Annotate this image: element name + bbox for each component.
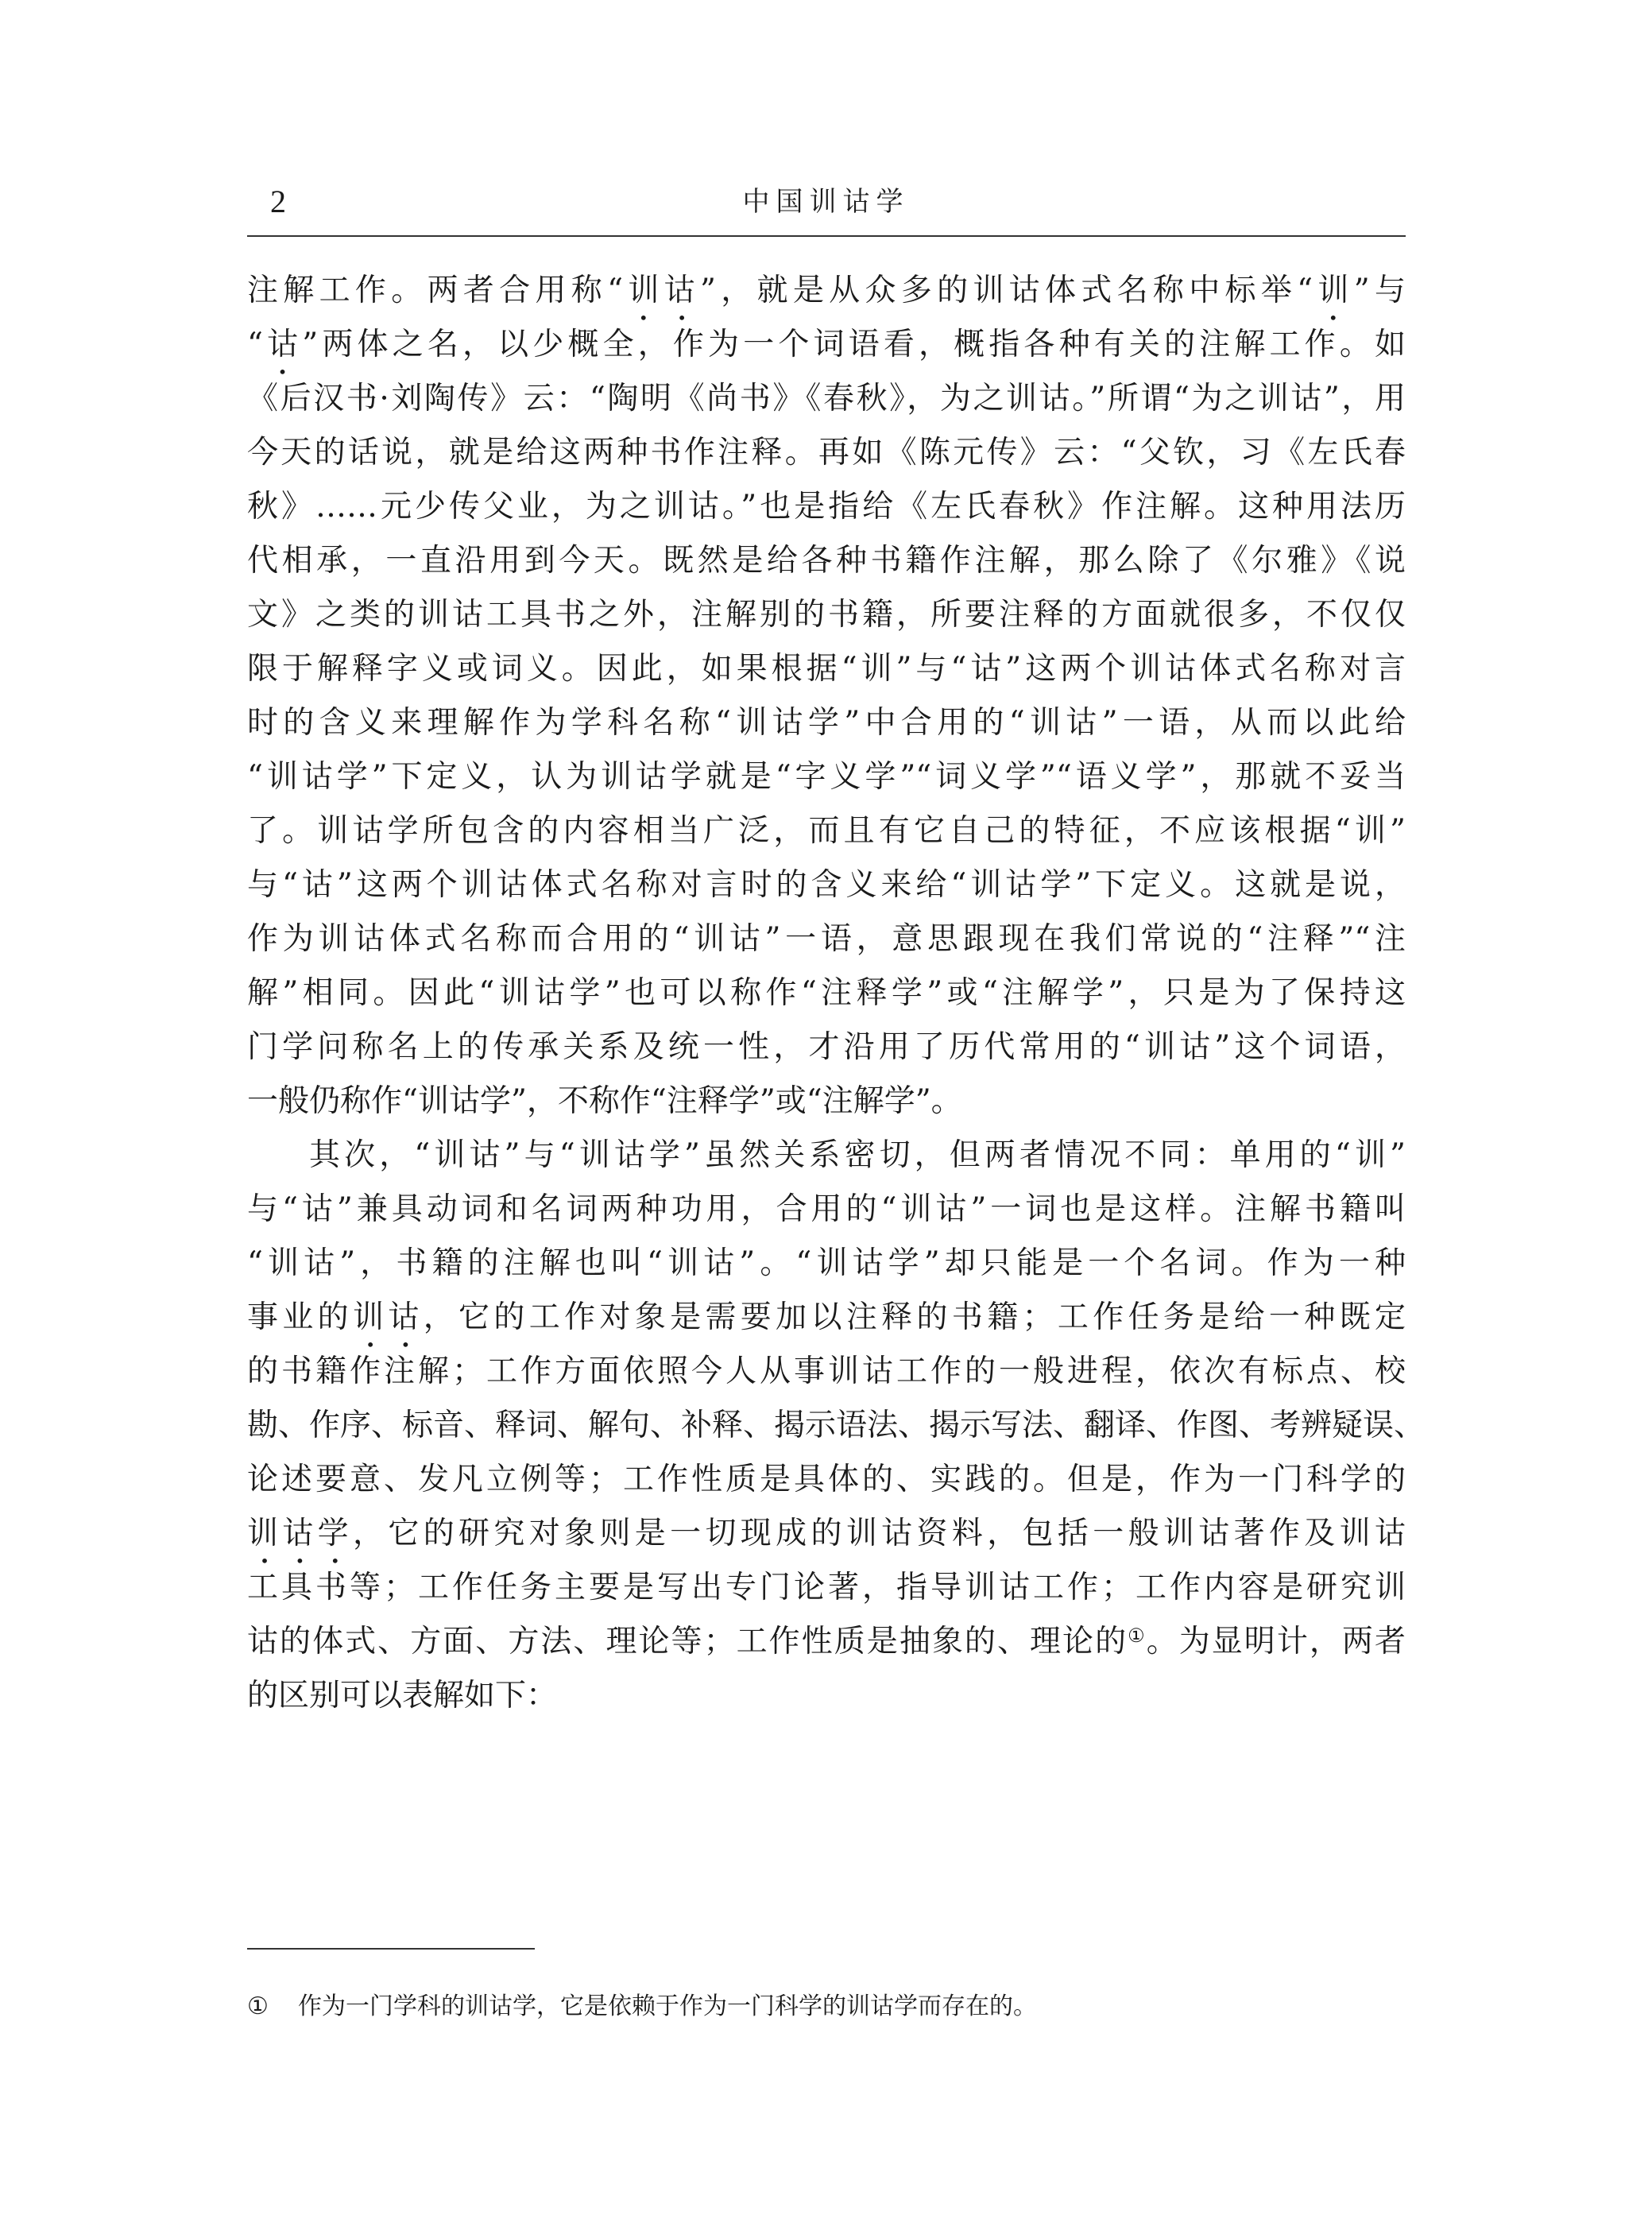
emphasized-term: 训诂	[353, 1299, 424, 1335]
text-segment: ”与	[1353, 273, 1406, 308]
text-segment: 与“诂”这两个训诂体式名称对言时的含义来给“训诂学”下定义。这就是说，	[247, 867, 1406, 903]
text-segment: 与“诂”兼具动词和名词两种功用，合用的“训诂”一词也是这样。注解书籍叫	[247, 1191, 1406, 1227]
text-segment: 的书籍作注解；工作方面依照今人从事训诂工作的一般进程，依次有标点、校	[247, 1353, 1406, 1389]
text-segment: 事业的	[247, 1299, 354, 1335]
text-segment: 注解工作。两者合用称“	[247, 273, 624, 308]
text-line	[247, 858, 1406, 912]
text-line	[247, 642, 1406, 696]
text-line	[247, 1453, 1406, 1507]
text-segment: 论述要意、发凡立例等；工作性质是具体的、实践的。但是，作为一门科学的	[247, 1462, 1406, 1497]
text-segment: ，它的工作对象是需要加以注释的书籍；工作任务是给一种既定	[423, 1299, 1406, 1335]
footnote-rule	[247, 1948, 535, 1950]
text-segment: 文》之类的训诂工具书之外，注解别的书籍，所要注释的方面就很多，不仅仅	[247, 597, 1406, 633]
running-title: 中国训诂学	[742, 186, 910, 218]
text-line	[247, 1561, 1406, 1615]
text-line	[247, 1237, 1406, 1291]
text-line	[247, 1345, 1406, 1399]
text-segment: 秋》……元少传父业，为之训诂。”也是指给《左氏春秋》作注解。这种用法历	[247, 489, 1406, 525]
text-segment: ，它的研究对象则是一切现成的训诂资料，包括一般训诂著作及训诂	[353, 1516, 1406, 1551]
text-line	[247, 1020, 1406, 1075]
text-segment: 门学问称名上的传承关系及统一性，才沿用了历代常用的“训诂”这个词语，	[247, 1029, 1406, 1065]
text-segment: 《后汉书·刘陶传》云：“陶明《尚书》《春秋》，为之训诂。”所谓“为之训诂”，用	[247, 381, 1406, 416]
text-segment: 了。训诂学所包含的内容相当广泛，而且有它自己的特征，不应该根据“训”	[247, 813, 1406, 849]
footnote-marker: ①	[247, 1992, 269, 2020]
text-line	[247, 750, 1406, 804]
text-line	[247, 534, 1406, 588]
text-line	[247, 588, 1406, 642]
text-line	[247, 1399, 1426, 1453]
text-segment: 时的含义来理解作为学科名称“训诂学”中合用的“训诂”一语，从而以此给	[247, 705, 1406, 741]
text-segment: “训诂”，书籍的注解也叫“训诂”。“训诂学”却只能是一个名词。作为一种	[247, 1245, 1406, 1281]
text-segment: 解”相同。因此“训诂学”也可以称作“注释学”或“注解学”，只是为了保持这	[247, 975, 1406, 1011]
text-segment: 今天的话说，就是给这两种书作注释。再如《陈元传》云：“父钦，习《左氏春	[247, 435, 1406, 470]
text-segment: “	[247, 327, 263, 362]
emphasized-term: 诂	[262, 327, 303, 362]
text-segment: 。为显明计，两者	[1146, 1624, 1406, 1659]
text-segment: 诂的体式、方面、方法、理论等；工作性质是抽象的、理论的	[247, 1624, 1128, 1659]
text-segment: 作为训诂体式名称而合用的“训诂”一语，意思跟现在我们常说的“注释”“注	[247, 921, 1406, 957]
text-line	[247, 264, 1406, 318]
text-line	[247, 696, 1406, 750]
text-line	[247, 804, 1406, 858]
header-rule	[247, 235, 1406, 237]
text-segment: 工具书等；工作任务主要是写出专门论著，指导训诂工作；工作内容是研究训	[247, 1570, 1406, 1605]
footnote	[247, 1989, 1037, 2024]
text-segment: 其次，“训诂”与“训诂学”虽然关系密切，但两者情况不同：单用的“训”	[309, 1137, 1406, 1173]
footnote-reference: ①	[1128, 1624, 1147, 1647]
text-line	[247, 1075, 1406, 1129]
emphasized-term: 训诂学	[247, 1516, 354, 1551]
text-segment: 勘、作序、标音、释词、解句、补释、揭示语法、揭示写法、翻译、作图、考辨疑误、	[247, 1408, 1426, 1443]
text-line	[247, 912, 1406, 966]
text-line	[247, 1615, 1406, 1669]
page-number: 2	[270, 184, 286, 219]
text-segment: 限于解释字义或词义。因此，如果根据“训”与“诂”这两个训诂体式名称对言	[247, 651, 1406, 687]
text-line	[247, 1669, 1406, 1723]
text-line	[247, 966, 1406, 1020]
text-segment: 一般仍称作“训诂学”，不称作“注释学”或“注解学”。	[247, 1083, 962, 1119]
footnote-text: 作为一门学科的训诂学，它是依赖于作为一门科学的训诂学而存在的。	[298, 1992, 1037, 2020]
text-line	[247, 1291, 1406, 1345]
text-line	[247, 1507, 1406, 1561]
text-line	[247, 1183, 1406, 1237]
text-line	[247, 1129, 1406, 1183]
emphasized-term: 训诂	[623, 273, 700, 308]
text-line	[247, 372, 1406, 426]
body-text	[247, 264, 1426, 1723]
emphasized-term: 训	[1313, 273, 1354, 308]
text-segment: ”两体之名，以少概全，作为一个词语看，概指各种有关的注解工作。如	[302, 327, 1406, 362]
text-segment: 代相承，一直沿用到今天。既然是给各种书籍作注解，那么除了《尔雅》《说	[247, 543, 1406, 579]
text-segment: “训诂学”下定义，认为训诂学就是“字义学”“词义学”“语义学”，那就不妥当	[247, 759, 1406, 795]
text-line	[247, 426, 1406, 480]
text-line	[247, 318, 1406, 372]
text-segment: 的区别可以表解如下：	[247, 1678, 558, 1714]
text-line	[247, 480, 1406, 534]
text-segment: ”，就是从众多的训诂体式名称中标举“	[699, 273, 1313, 308]
